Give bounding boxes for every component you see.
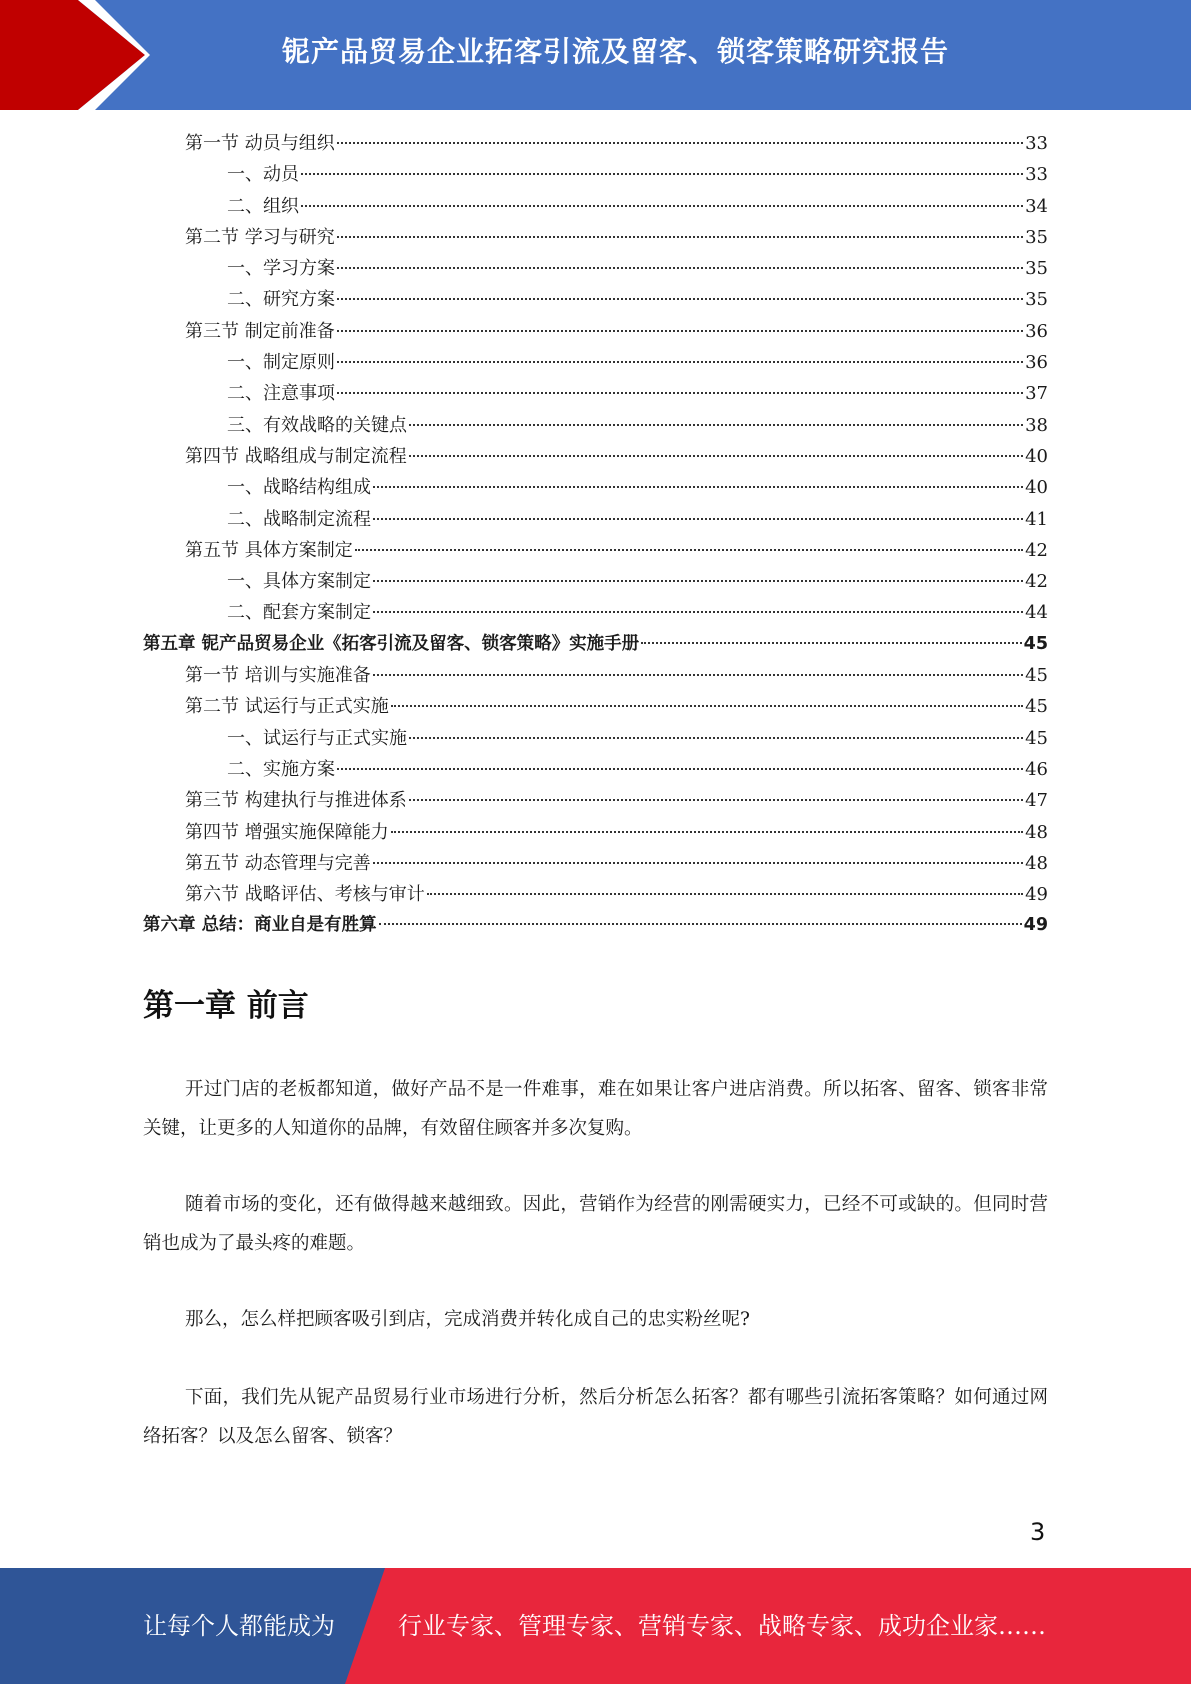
toc-leader-dots <box>409 799 1023 801</box>
toc-entry-title: 第四节 战略组成与制定流程 <box>185 445 407 467</box>
toc-entry[interactable] <box>143 128 1048 159</box>
toc-entry-title: 二、配套方案制定 <box>227 602 371 624</box>
toc-entry[interactable] <box>143 222 1048 253</box>
toc-entry-page: 36 <box>1025 320 1048 342</box>
toc-entry-title: 一、制定原则 <box>227 352 335 374</box>
paragraph-4: 下面，我们先从铌产品贸易行业市场进行分析，然后分析怎么拓客？都有哪些引流拓客策略？如何通过网络拓客？以及怎么留客、锁客？ <box>143 1387 1048 1447</box>
toc-entry[interactable] <box>143 441 1048 472</box>
toc-entry-page: 49 <box>1025 884 1048 906</box>
footer-slogan-left: 让每个人都能成为 <box>143 1612 335 1640</box>
toc-entry-page: 48 <box>1025 821 1048 843</box>
toc-entry-title: 第一节 动员与组织 <box>185 133 335 154</box>
toc-entry-page: 38 <box>1025 414 1048 436</box>
toc-entry-title: 一、动员 <box>227 164 299 186</box>
toc-entry-title: 第五节 动态管理与完善 <box>185 852 371 874</box>
toc-leader-dots <box>427 893 1023 895</box>
toc-entry[interactable] <box>143 723 1048 754</box>
toc-entry[interactable] <box>143 629 1048 660</box>
toc-entry-title: 第三节 制定前准备 <box>185 320 335 342</box>
toc-leader-dots <box>409 455 1023 457</box>
toc-leader-dots <box>409 424 1023 426</box>
toc-leader-dots <box>373 862 1023 864</box>
toc-leader-dots <box>337 768 1023 770</box>
toc-entry-page: 36 <box>1025 352 1048 374</box>
paragraph-1: 开过门店的老板都知道，做好产品不是一件难事，难在如果让客户进店消费。所以拓客、留客、锁客非常关键，让更多的人知道你的品牌，有效留住顾客并多次复购。 <box>143 1079 1048 1139</box>
toc-entry-title: 二、注意事项 <box>227 383 335 405</box>
toc-entry-page: 34 <box>1025 195 1048 217</box>
toc-entry-page: 42 <box>1025 539 1048 561</box>
page-header <box>0 0 1191 110</box>
toc-entry-page: 48 <box>1025 852 1048 874</box>
toc-entry-page: 45 <box>1025 665 1048 687</box>
toc-entry[interactable] <box>143 785 1048 816</box>
toc-leader-dots <box>301 173 1023 175</box>
toc-leader-dots <box>337 236 1023 238</box>
page-footer <box>0 1568 1191 1684</box>
toc-leader-dots <box>373 674 1023 676</box>
toc-leader-dots <box>337 392 1023 394</box>
footer-slogan-right: 行业专家、管理专家、营销专家、战略专家、成功企业家…… <box>398 1612 1046 1640</box>
toc-entry-title: 第六节 战略评估、考核与审计 <box>185 884 425 906</box>
toc-leader-dots <box>373 580 1023 582</box>
toc-entry-title: 一、学习方案 <box>227 258 335 280</box>
toc-entry[interactable] <box>143 347 1048 378</box>
toc-entry-page: 35 <box>1025 289 1048 311</box>
toc-entry-page: 49 <box>1023 915 1048 936</box>
toc-entry-page: 47 <box>1025 790 1048 812</box>
toc-entry[interactable] <box>143 159 1048 190</box>
toc-entry-page: 42 <box>1025 571 1048 593</box>
toc-entry[interactable] <box>143 378 1048 409</box>
toc-entry[interactable] <box>143 472 1048 503</box>
toc-entry[interactable] <box>143 691 1048 722</box>
table-of-contents <box>143 128 1048 942</box>
toc-entry-title: 二、战略制定流程 <box>227 508 371 530</box>
toc-leader-dots <box>337 330 1023 332</box>
toc-entry-title: 二、实施方案 <box>227 758 335 780</box>
report-title: 铌产品贸易企业拓客引流及留客、锁客策略研究报告 <box>281 35 949 68</box>
toc-leader-dots <box>373 518 1023 520</box>
toc-entry[interactable] <box>143 910 1048 941</box>
toc-entry-page: 45 <box>1025 696 1048 718</box>
page-number: 3 <box>1030 1518 1046 1546</box>
toc-entry[interactable] <box>143 253 1048 284</box>
toc-entry-page: 35 <box>1025 226 1048 248</box>
toc-leader-dots <box>373 611 1023 613</box>
toc-entry[interactable] <box>143 817 1048 848</box>
toc-entry-page: 33 <box>1025 133 1048 154</box>
toc-leader-dots <box>391 831 1023 833</box>
toc-entry[interactable] <box>143 504 1048 535</box>
toc-leader-dots <box>337 142 1023 144</box>
toc-entry[interactable] <box>143 754 1048 785</box>
toc-leader-dots <box>337 298 1023 300</box>
toc-entry-title: 第四节 增强实施保障能力 <box>185 821 389 843</box>
paragraph-2: 随着市场的变化，还有做得越来越细致。因此，营销作为经营的刚需硬实力，已经不可或缺的。但同时营销也成为了最头疼的难题。 <box>143 1194 1048 1254</box>
toc-entry[interactable] <box>143 597 1048 628</box>
toc-entry[interactable] <box>143 879 1048 910</box>
toc-entry-page: 40 <box>1025 477 1048 499</box>
toc-entry-page: 45 <box>1023 633 1048 654</box>
toc-entry-title: 第五节 具体方案制定 <box>185 539 353 561</box>
toc-entry-title: 二、研究方案 <box>227 289 335 311</box>
paragraph-3: 那么，怎么样把顾客吸引到店，完成消费并转化成自己的忠实粉丝呢? <box>185 1309 750 1330</box>
toc-leader-dots <box>337 361 1023 363</box>
toc-entry[interactable] <box>143 410 1048 441</box>
toc-leader-dots <box>641 642 1022 644</box>
toc-entry[interactable] <box>143 316 1048 347</box>
toc-leader-dots <box>409 737 1023 739</box>
toc-entry-title: 三、有效战略的关键点 <box>227 414 407 436</box>
toc-leader-dots <box>391 705 1023 707</box>
toc-leader-dots <box>379 923 1022 925</box>
toc-entry[interactable] <box>143 535 1048 566</box>
toc-entry-title: 第五章 铌产品贸易企业《拓客引流及留客、锁客策略》实施手册 <box>143 633 640 654</box>
toc-entry-page: 45 <box>1025 727 1048 749</box>
toc-entry-page: 46 <box>1025 758 1048 780</box>
toc-entry-title: 第三节 构建执行与推进体系 <box>185 790 407 812</box>
toc-entry-page: 44 <box>1025 602 1048 624</box>
toc-entry-page: 33 <box>1025 164 1048 186</box>
chapter-title: 第一章 前言 <box>143 988 309 1024</box>
toc-entry-title: 第二节 学习与研究 <box>185 226 335 248</box>
toc-entry-title: 一、战略结构组成 <box>227 477 371 499</box>
toc-entry-title: 第二节 试运行与正式实施 <box>185 696 389 718</box>
toc-entry-title: 第六章 总结：商业自是有胜算 <box>143 915 377 936</box>
toc-leader-dots <box>373 486 1023 488</box>
toc-entry[interactable] <box>143 284 1048 315</box>
toc-entry-title: 第一节 培训与实施准备 <box>185 665 371 687</box>
toc-entry-page: 41 <box>1025 508 1048 530</box>
toc-leader-dots <box>355 549 1023 551</box>
toc-entry-page: 37 <box>1025 383 1048 405</box>
toc-entry-page: 35 <box>1025 258 1048 280</box>
toc-leader-dots <box>337 267 1023 269</box>
toc-entry-title: 一、试运行与正式实施 <box>227 727 407 749</box>
toc-entry[interactable] <box>143 566 1048 597</box>
toc-entry[interactable] <box>143 848 1048 879</box>
toc-entry[interactable] <box>143 660 1048 691</box>
toc-entry-title: 一、具体方案制定 <box>227 571 371 593</box>
toc-entry-title: 二、组织 <box>227 195 299 217</box>
toc-leader-dots <box>301 205 1023 207</box>
toc-entry[interactable] <box>143 191 1048 222</box>
toc-entry-page: 40 <box>1025 445 1048 467</box>
